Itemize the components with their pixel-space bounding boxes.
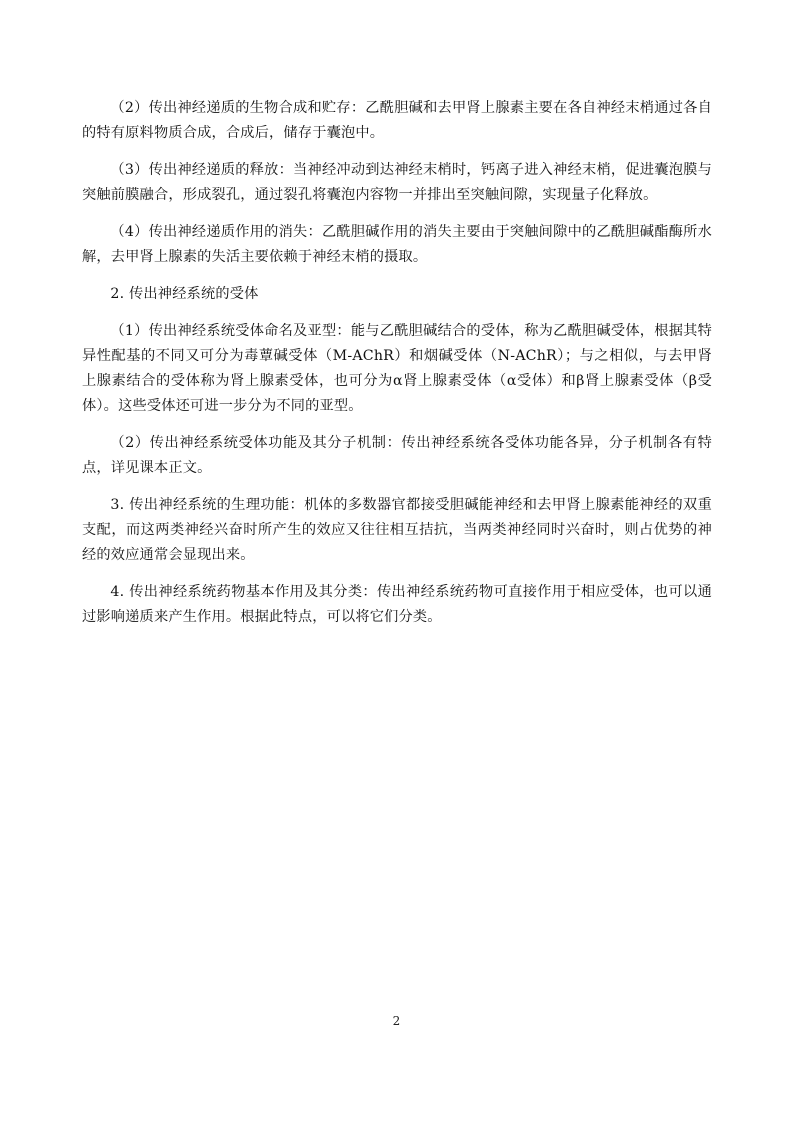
- page-number: 2: [392, 1014, 401, 1028]
- document-body: [82, 96, 712, 642]
- paragraph-drug-classification: 4. 传出神经系统药物基本作用及其分类：传出神经系统药物可直接作用于相应受体，也可以通过影响递质来产生作用。根据此特点，可以将它们分类。: [82, 584, 712, 625]
- section-heading-receptors: 2. 传出神经系统的受体: [110, 286, 259, 302]
- paragraph-transmitter-inactivation: （4）传出神经递质作用的消失：乙酰胆碱作用的消失主要由于突触间隙中的乙酰胆碱酯酶所水解，去甲肾上腺素的失活主要依赖于神经末梢的摄取。: [82, 224, 712, 265]
- paragraph-receptor-subtypes: （1）传出神经系统受体命名及亚型：能与乙酰胆碱结合的受体，称为乙酰胆碱受体，根据其特异性配基的不同又可分为毒蕈碱受体（M-AChR）和烟碱受体（N-AChR）；与之相似，与去甲肾上腺素结合的受体称为肾上腺素受体，也可分为α肾上腺素受体（α受体）和β肾上腺素受体（β受体）。这些受体还可进一步分为不同的亚型。: [82, 323, 712, 414]
- paragraph-receptor-function: （2）传出神经系统受体功能及其分子机制：传出神经系统各受体功能各异，分子机制各有特点，详见课本正文。: [82, 435, 712, 476]
- paragraph-transmitter-synthesis: （2）传出神经递质的生物合成和贮存：乙酰胆碱和去甲肾上腺素主要在各自神经末梢通过各自的特有原料物质合成，合成后，储存于囊泡中。: [82, 100, 712, 141]
- paragraph-transmitter-release: （3）传出神经递质的释放：当神经冲动到达神经末梢时，钙离子进入神经末梢，促进囊泡膜与突触前膜融合，形成裂孔，通过裂孔将囊泡内容物一并排出至突触间隙，实现量子化释放。: [82, 162, 712, 203]
- paragraph-physiological-function: 3. 传出神经系统的生理功能：机体的多数器官都接受胆碱能神经和去甲肾上腺素能神经的双重支配，而这两类神经兴奋时所产生的效应又往往相互拮抗，当两类神经同时兴奋时，则占优势的神经的效应通常会显现出来。: [82, 497, 712, 563]
